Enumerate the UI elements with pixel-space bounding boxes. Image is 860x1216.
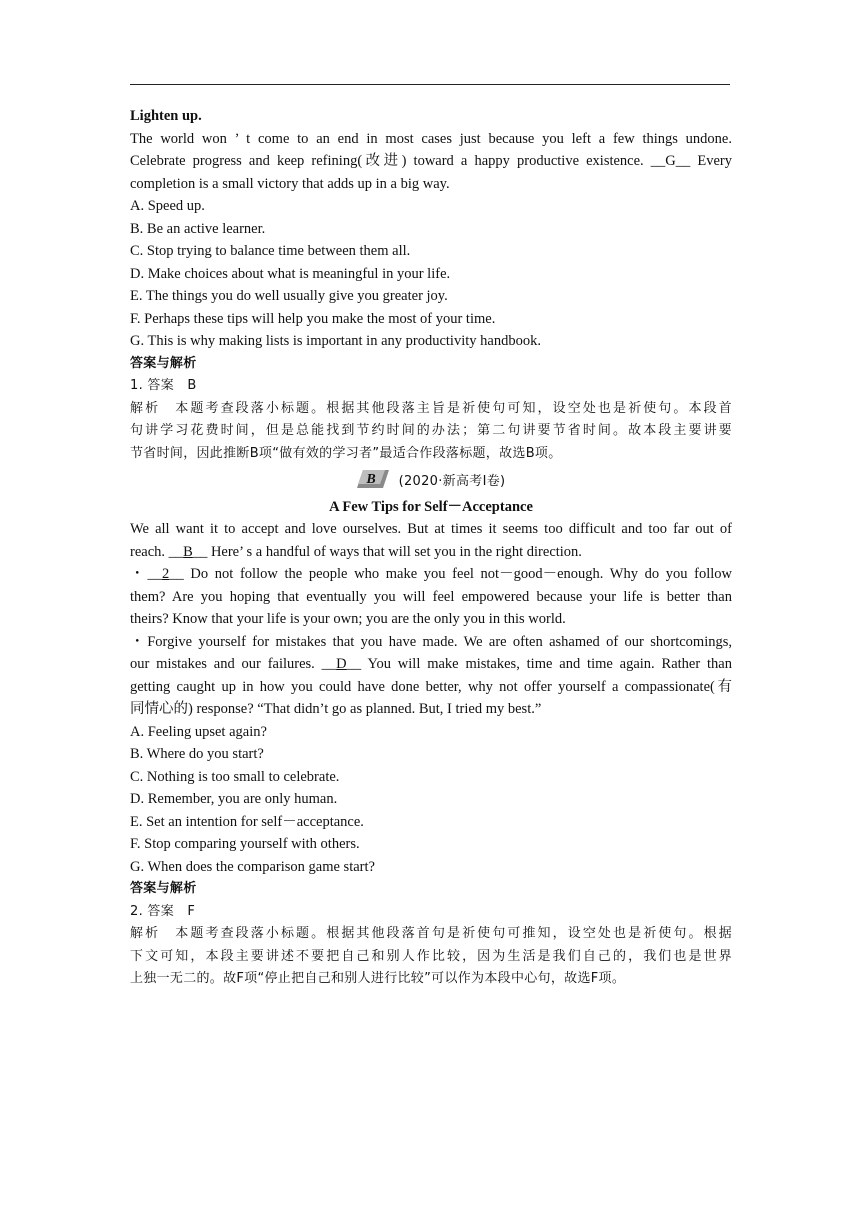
option-b: B. Be an active learner.	[130, 220, 266, 237]
option-g: G. This is why making lists is important in any productivity handbook.	[130, 333, 541, 349]
option-f: F. Perhaps these tips will help you make the most of your time.	[130, 310, 496, 327]
answer-heading: 答案与解析	[130, 881, 197, 896]
blank-answer: B	[183, 543, 193, 560]
paragraph-line: We all want it to accept and love ourselves. But at times it seems too difficult and too far out of	[130, 521, 732, 537]
answer-line: 2. 答案 F	[130, 903, 196, 919]
paragraph-line: ・Forgive yourself for mistakes that you have made. We are often ashamed of our shortcomings,	[130, 633, 732, 650]
option-b: B. Where do you start?	[130, 746, 264, 762]
analysis-line: 节省时间，因此推断B项“做有效的学习者”最适合作段落标题，故选B项。	[130, 445, 562, 461]
blank-number: 2	[162, 566, 170, 582]
analysis-line: 解析 本题考查段落小标题。根据其他段落首句是祈使句可推知，设空处也是祈使句。根据	[130, 926, 732, 941]
section-badge-icon	[357, 470, 389, 488]
option-f: F. Stop comparing yourself with others.	[130, 836, 360, 852]
document-body	[130, 105, 732, 991]
option-a: A. Feeling upset again?	[130, 723, 267, 740]
option-c: C. Stop trying to balance time between them all.	[130, 243, 411, 259]
header-rule	[130, 84, 730, 85]
analysis-line: 上独一无二的。故F项“停止把自己和别人进行比较”可以作为本段中心句，故选F项。	[130, 971, 626, 986]
blank-answer: D	[336, 656, 347, 672]
paragraph-line: 同情心的) response? “That didn’t go as planned. But, I tried my best.”	[130, 701, 542, 717]
analysis-line: 下文可知，本段主要讲述不要把自己和别人作比较，因为生活是我们自己的，我们也是世界	[130, 948, 732, 964]
analysis-line: 解析 本题考查段落小标题。根据其他段落主旨是祈使句可知，设空处也是祈使句。本段首	[130, 400, 732, 416]
option-e: E. The things you do well usually give you greater joy.	[130, 288, 448, 304]
option-e: E. Set an intention for self－acceptance.	[130, 813, 364, 830]
option-c: C. Nothing is too small to celebrate.	[130, 768, 340, 785]
source-label: (2020·新高考Ⅰ卷)	[398, 474, 506, 489]
paragraph-line: getting caught up in how you could have done better, why not offer yourself a compassionate(有	[130, 678, 732, 695]
paragraph-line: The world won ’ t come to an end in most cases just because you left a few things undone.	[130, 130, 732, 147]
badge-letter: B	[365, 472, 376, 487]
paragraph-line: reach. __B__ Here’ s a handful of ways that will set you in the right direction.	[130, 543, 582, 560]
analysis-line: 句讲学习花费时间，但是总能找到节约时间的办法；第二句讲要节省时间。故本段主要讲要	[130, 423, 732, 438]
paragraph-line: our mistakes and our failures. __D__ You will make mistakes, time and time again. Rather than	[130, 656, 732, 672]
option-g: G. When does the comparison game start?	[130, 858, 375, 875]
passage-title: A Few Tips for Self－Acceptance	[329, 498, 533, 515]
option-d: D. Remember, you are only human.	[130, 791, 338, 807]
option-d: D. Make choices about what is meaningful in your life.	[130, 265, 451, 282]
paragraph-line: them? Are you hoping that eventually you will feel empowered because your life is better than	[130, 588, 732, 605]
paragraph-line: Celebrate progress and keep refining(改进) toward a happy productive existence. __G__ Every	[130, 153, 732, 169]
answer-heading: 答案与解析	[130, 355, 197, 371]
answer-line: 1. 答案 B	[130, 378, 197, 393]
paragraph-line: theirs? Know that your life is your own; you are the only you in this world.	[130, 611, 566, 627]
section-b-header	[130, 470, 732, 494]
paragraph-line: completion is a small victory that adds up in a big way.	[130, 175, 450, 192]
section-heading: Lighten up.	[130, 108, 202, 124]
option-a: A. Speed up.	[130, 198, 205, 214]
paragraph-line: ・__2__ Do not follow the people who make you feel not－good－enough. Why do you follow	[130, 566, 733, 582]
